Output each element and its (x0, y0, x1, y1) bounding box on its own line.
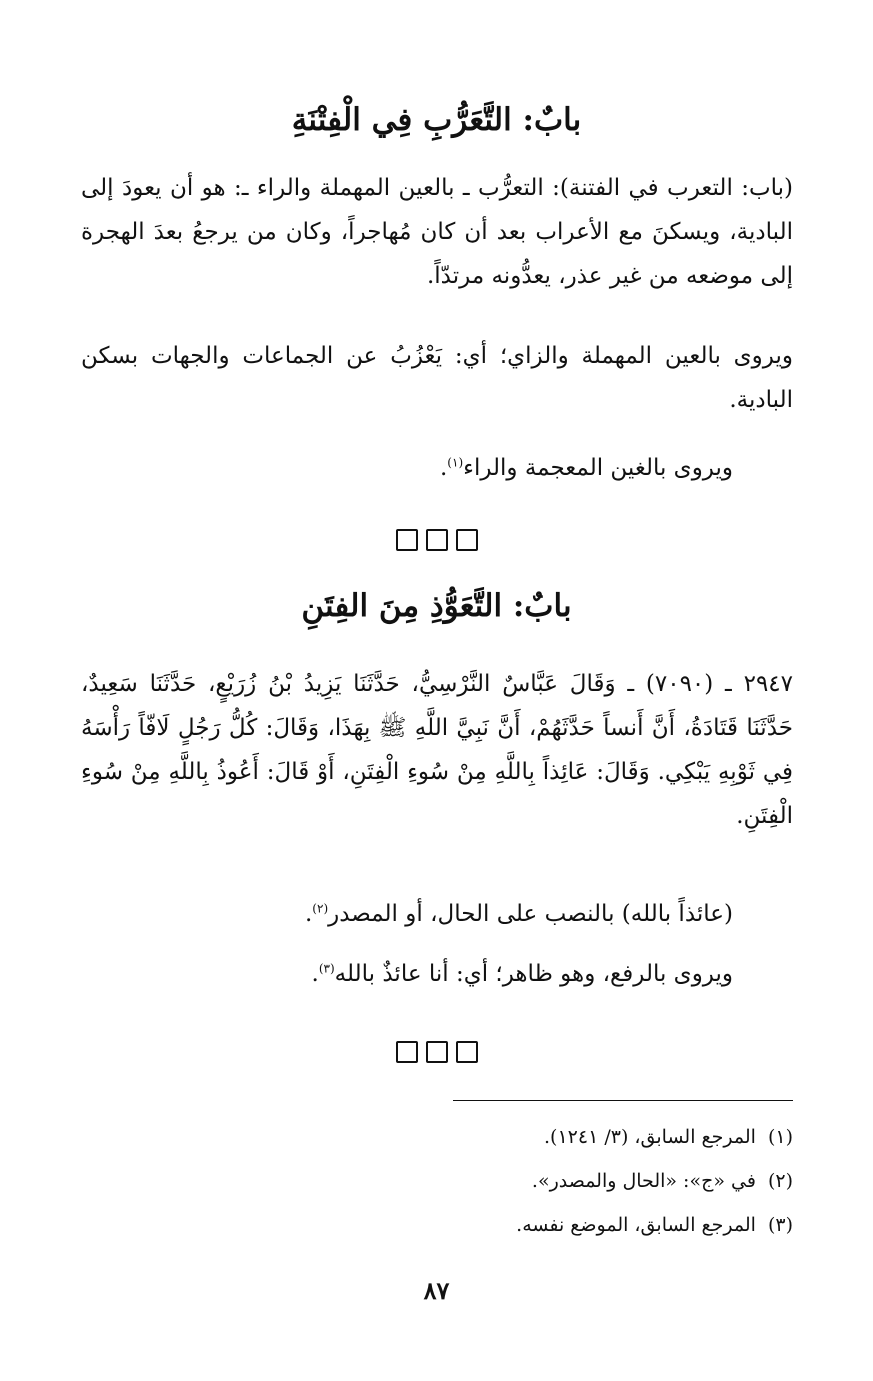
footnote-number: (٣) (767, 1214, 793, 1236)
commentary-text: (عائذاً بالله) بالنصب على الحال، أو المصدر (328, 901, 733, 927)
commentary-text: ويروى بالرفع، وهو ظاهر؛ أي: أنا عائذٌ بالله (334, 961, 733, 987)
commentary-text: (باب: التعرب في الفتنة): التعرُّب ـ بالعين المهملة والراء ـ: هو أن يعودَ إلى البادية، ويسكنَ مع الأعراب بعد أن كان مُهاجراً، وكان من يرجعُ بعدَ الهجرة إلى موضعه من غير عذر، يعدُّونه مرتدّاً. (81, 175, 793, 289)
hadith-body: ٢٩٤٧ ـ (٧٠٩٠) ـ وَقَالَ عَبَّاسٌ النَّرْسِيُّ، حَدَّثَنَا يَزِيدُ بْنُ زُرَيْعٍ، حَدَّثَنَا سَعِيدٌ، حَدَّثَنَا قَتَادَةُ، أَنَّ أَنساً حَدَّثَهُمْ، أَنَّ نَبِيَّ اللَّهِ ﷺ بِهَذَا، وَقَالَ: كُلُّ رَجُلٍ لَافّاً رَأْسَهُ فِي ثَوْبِهِ يَبْكِي. وَقَالَ: عَائِذاً بِاللَّهِ مِنْ سُوءِ الْفِتَنِ، أَوْ قَالَ: أَعُوذُ بِاللَّهِ مِنْ سُوءِ الْفِتَنِ. (81, 671, 794, 829)
footnote-3 (81, 1210, 793, 1240)
commentary-paragraph-4: (عائذاً بالله) بالنصب على الحال، أو المصدر$^{(٢)}$. (304, 901, 733, 927)
footnote-ref-1: (١) (447, 455, 464, 470)
square-ornament-icon (456, 1041, 478, 1063)
page-number: ٨٧ (423, 1276, 450, 1305)
commentary-paragraph-3: ويروى بالغين المعجمة والراء$^{(١)}$. (439, 455, 733, 481)
footnote-number: (٢) (767, 1170, 793, 1192)
commentary-paragraph-2 (81, 334, 793, 422)
square-ornament-icon (456, 529, 478, 551)
footnote-2 (81, 1166, 793, 1196)
hadith-text (81, 662, 793, 838)
square-ornament-icon (426, 529, 448, 551)
section-separator (0, 528, 873, 558)
square-ornament-icon (396, 1041, 418, 1063)
footnote-text: في «ج»: «الحال والمصدر». (531, 1170, 756, 1192)
chapter-heading-taarrub: بابٌ: التَّعَرُّبِ فِي الْفِتْنَةِ (291, 102, 582, 138)
chapter-heading-taawwudh: بابٌ: التَّعَوُّذِ مِنَ الفِتَنِ (301, 588, 572, 624)
section-separator-2 (0, 1040, 873, 1070)
commentary-text: ويروى بالعين المهملة والزاي؛ أي: يَعْزُبُ عن الجماعات والجهات بسكن البادية. (81, 343, 793, 413)
footnote-text: المرجع السابق، الموضع نفسه. (516, 1214, 756, 1236)
footnote-ref-3: (٣) (318, 961, 335, 976)
commentary-paragraph-1 (81, 166, 793, 298)
square-ornament-icon (396, 529, 418, 551)
commentary-text: ويروى بالغين المعجمة والراء (463, 455, 733, 481)
footnote-text: المرجع السابق، (٣/ ١٢٤١). (544, 1126, 756, 1148)
footnote-1 (81, 1122, 793, 1152)
square-ornament-icon (426, 1041, 448, 1063)
footnote-number: (١) (767, 1126, 793, 1148)
footnote-ref-2: (٢) (312, 901, 329, 916)
footnote-divider (453, 1100, 793, 1101)
commentary-paragraph-5: ويروى بالرفع، وهو ظاهر؛ أي: أنا عائذٌ بالله$^{(٣)}$. (311, 961, 733, 987)
